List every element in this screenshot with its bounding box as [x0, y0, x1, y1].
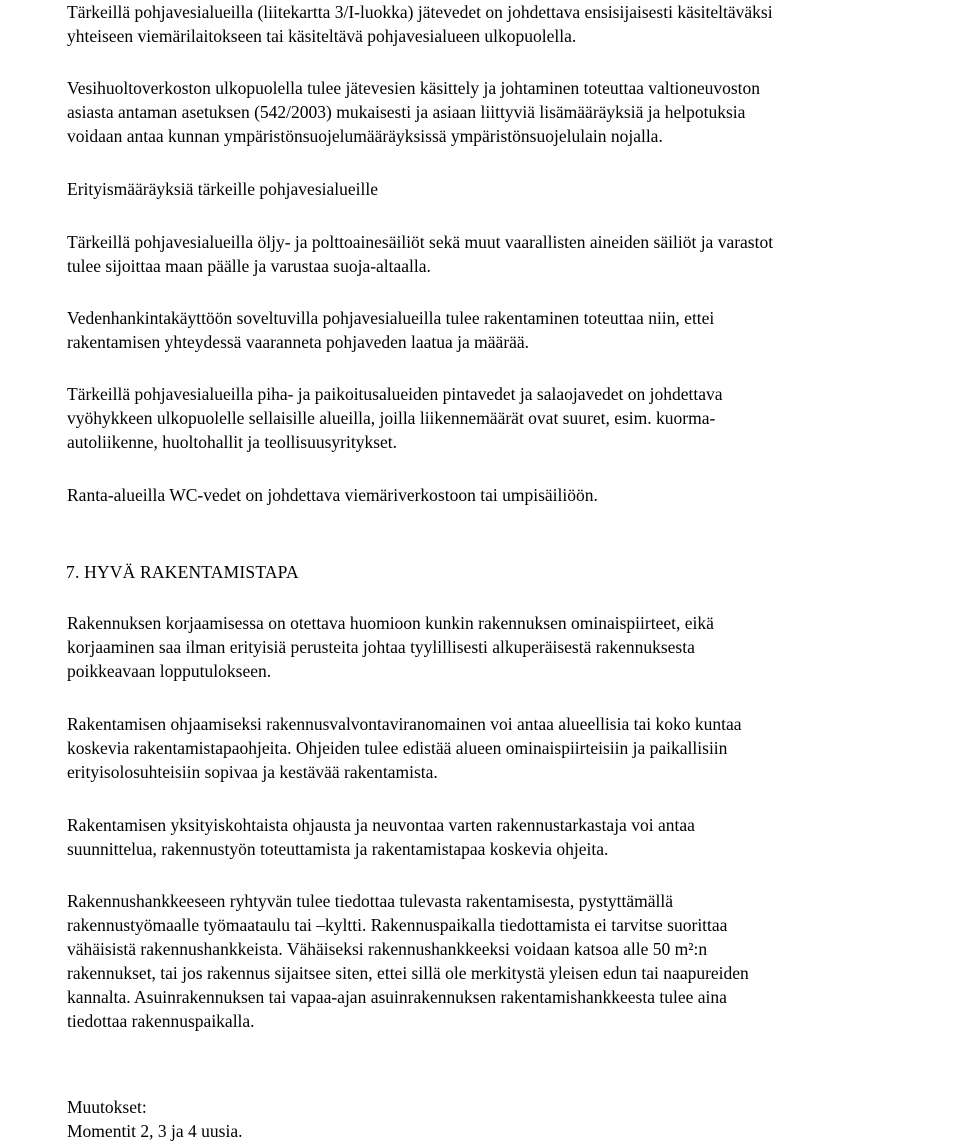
- text-line: Tärkeillä pohjavesialueilla (liitekartta 3/I-luokka) jätevedet on johdettava ensisijaisesti käsiteltäväksi: [67, 2, 773, 22]
- paragraph-oil-tanks: [67, 230, 773, 278]
- text-line: koskevia rakentamistapaohjeita. Ohjeiden tulee edistää alueen ominaispiirteisiin ja paikallisiin: [67, 738, 728, 758]
- paragraph-groundwater-wastewater: [67, 0, 773, 48]
- text-line: Tärkeillä pohjavesialueilla öljy- ja polttoainesäiliöt sekä muut vaarallisten aineiden säiliöt ja varastot: [67, 232, 774, 252]
- text-line: Muutokset:: [67, 1097, 147, 1117]
- paragraph-sewer-network: [67, 76, 760, 148]
- text-line: Rakentamisen yksityiskohtaista ohjausta ja neuvontaa varten rakennustarkastaja voi antaa: [67, 815, 695, 835]
- text-line: Erityismääräyksiä tärkeille pohjavesialueille: [67, 179, 378, 199]
- paragraph-building-repair: [67, 611, 714, 683]
- text-line: vyöhykkeen ulkopuolelle sellaisille alueilla, joilla liikennemäärät ovat suuret, esim. kuorma-: [67, 408, 716, 428]
- text-line: rakentamisen yhteydessä vaaranneta pohjaveden laatua ja määrää.: [67, 332, 530, 352]
- text-line: korjaaminen saa ilman erityisiä perusteita johtaa tyylillisesti alkuperäisestä rakennuksesta: [67, 637, 695, 657]
- paragraph-building-guidance: [67, 712, 742, 784]
- text-line: Rakennushankkeeseen ryhtyvän tulee tiedottaa tulevasta rakentamisesta, pystyttämällä: [67, 891, 673, 911]
- section-heading: 7. HYVÄ RAKENTAMISTAPA: [66, 562, 299, 582]
- text-line: autoliikenne, huoltohallit ja teollisuusyritykset.: [67, 432, 398, 452]
- text-line: voidaan antaa kunnan ympäristönsuojelumääräyksissä ympäristönsuojelulain nojalla.: [67, 126, 663, 146]
- text-line: rakennustyömaalle työmaataulu tai –kyltti. Rakennuspaikalla tiedottamista ei tarvitse suorittaa: [67, 915, 728, 935]
- text-line: suunnittelua, rakennustyön toteuttamista ja rakentamistapaa koskevia ohjeita.: [67, 839, 609, 859]
- text-line: Vesihuoltoverkoston ulkopuolella tulee jätevesien käsittely ja johtaminen toteuttaa valtioneuvoston: [67, 78, 761, 98]
- text-line: Rakennuksen korjaamisessa on otettava huomioon kunkin rakennuksen ominaispiirteet, eikä: [67, 613, 714, 633]
- text-line: kannalta. Asuinrakennuksen tai vapaa-ajan asuinrakennuksen rakentamishankkeesta tulee aina: [67, 987, 727, 1007]
- text-line: Tärkeillä pohjavesialueilla piha- ja paikoitusalueiden pintavedet ja salaojavedet on johdettava: [67, 384, 723, 404]
- paragraph-changes: [67, 1095, 242, 1143]
- text-line: Ranta-alueilla WC-vedet on johdettava viemäriverkostoon tai umpisäiliöön.: [67, 485, 598, 505]
- paragraph-water-supply-areas: [67, 306, 714, 354]
- text-line: yhteiseen viemärilaitokseen tai käsiteltävä pohjavesialueen ulkopuolella.: [67, 26, 577, 46]
- paragraph-building-inspector: [67, 813, 695, 861]
- text-line: rakennukset, tai jos rakennus sijaitsee siten, ettei sillä ole merkitystä yleisen edun tai naapureiden: [67, 963, 749, 983]
- paragraph-special-regulations-title: [67, 177, 378, 201]
- text-line: Rakentamisen ohjaamiseksi rakennusvalvontaviranomainen voi antaa alueellisia tai koko kuntaa: [67, 714, 742, 734]
- paragraph-surface-water: [67, 382, 723, 454]
- text-line: vähäisistä rakennushankkeista. Vähäiseksi rakennushankkeeksi voidaan katsoa alle 50 m²:n: [67, 939, 708, 959]
- paragraph-shore-areas: [67, 483, 598, 507]
- text-line: Momentit 2, 3 ja 4 uusia.: [67, 1121, 243, 1141]
- text-line: Vedenhankintakäyttöön soveltuvilla pohjavesialueilla tulee rakentaminen toteuttaa niin, ettei: [67, 308, 715, 328]
- text-line: tulee sijoittaa maan päälle ja varustaa suoja-altaalla.: [67, 256, 431, 276]
- paragraph-construction-notice: [67, 889, 749, 1033]
- text-line: asiasta antaman asetuksen (542/2003) mukaisesti ja asiaan liittyviä lisämääräyksiä ja helpotuksia: [67, 102, 746, 122]
- text-line: erityisolosuhteisiin sopivaa ja kestävää rakentamista.: [67, 762, 438, 782]
- text-line: tiedottaa rakennuspaikalla.: [67, 1011, 255, 1031]
- text-line: poikkeavaan lopputulokseen.: [67, 661, 272, 681]
